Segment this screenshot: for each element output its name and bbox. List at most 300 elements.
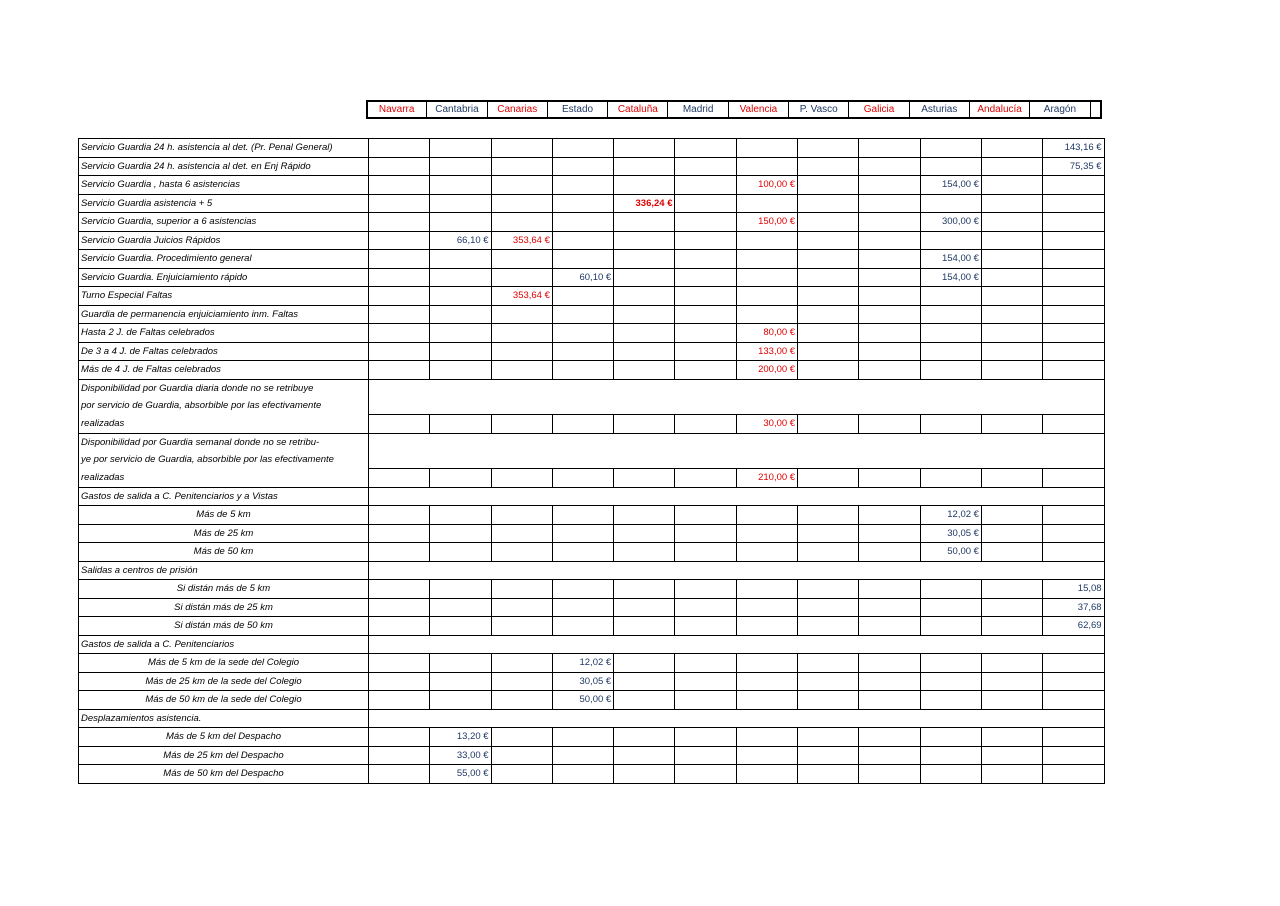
value-cell xyxy=(552,305,613,324)
value-cell xyxy=(430,415,491,434)
value-cell: 33,00 € xyxy=(430,746,491,765)
value-cell xyxy=(675,543,736,562)
value-cell: 200,00 € xyxy=(736,361,797,380)
row-label: Gastos de salida a C. Penitenciarios xyxy=(79,635,369,654)
value-cell xyxy=(981,765,1042,784)
value-cell xyxy=(675,469,736,488)
value-cell xyxy=(614,524,675,543)
value-cell xyxy=(430,672,491,691)
value-cell xyxy=(798,176,859,195)
value-cell xyxy=(736,672,797,691)
value-cell xyxy=(736,194,797,213)
row-label: Más de 25 km de la sede del Colegio xyxy=(79,672,369,691)
table-row xyxy=(79,176,1105,195)
value-cell xyxy=(614,342,675,361)
value-cell xyxy=(491,213,552,232)
value-cell: 30,00 € xyxy=(736,415,797,434)
value-cell xyxy=(369,746,430,765)
value-cell xyxy=(859,194,920,213)
value-cell xyxy=(736,268,797,287)
value-cell xyxy=(369,157,430,176)
value-cell xyxy=(981,469,1042,488)
value-cell xyxy=(920,691,981,710)
value-cell xyxy=(920,617,981,636)
value-cell xyxy=(859,213,920,232)
value-cell xyxy=(1043,469,1104,488)
value-cell xyxy=(369,580,430,599)
table-row xyxy=(79,654,1105,673)
value-cell xyxy=(675,268,736,287)
value-cell: 300,00 € xyxy=(920,213,981,232)
value-cell xyxy=(369,617,430,636)
row-label: Más de 25 km xyxy=(79,524,369,543)
table-row xyxy=(79,157,1105,176)
region-header-valencia: Valencia xyxy=(728,101,788,119)
value-cell xyxy=(552,728,613,747)
table-row xyxy=(79,524,1105,543)
value-cell xyxy=(369,176,430,195)
value-cell xyxy=(430,342,491,361)
value-cell: 154,00 € xyxy=(920,176,981,195)
value-cell: 336,24 € xyxy=(614,194,675,213)
region-header-estado: Estado xyxy=(547,101,607,119)
value-cell xyxy=(859,324,920,343)
table-row xyxy=(79,361,1105,380)
value-cell xyxy=(369,324,430,343)
value-cell xyxy=(736,305,797,324)
value-cell xyxy=(798,361,859,380)
value-cell xyxy=(491,268,552,287)
row-label: por servicio de Guardia, absorbible por las efectivamente xyxy=(79,397,369,415)
value-cell xyxy=(491,728,552,747)
value-cell xyxy=(736,765,797,784)
value-cell xyxy=(859,598,920,617)
table-row xyxy=(79,250,1105,269)
value-cell xyxy=(552,324,613,343)
value-cell xyxy=(920,231,981,250)
section-spacer xyxy=(369,561,1105,580)
value-cell xyxy=(798,194,859,213)
value-cell xyxy=(859,506,920,525)
table-row xyxy=(79,506,1105,525)
value-cell xyxy=(552,213,613,232)
region-header-table xyxy=(366,100,1091,119)
value-cell xyxy=(1043,672,1104,691)
value-cell xyxy=(981,672,1042,691)
value-cell xyxy=(369,765,430,784)
row-label: Servicio Guardia, superior a 6 asistencias xyxy=(79,213,369,232)
region-header-row xyxy=(367,101,1091,119)
value-cell xyxy=(736,543,797,562)
value-cell xyxy=(614,617,675,636)
row-label: Más de 5 km del Despacho xyxy=(79,728,369,747)
value-cell xyxy=(859,469,920,488)
table-row xyxy=(79,598,1105,617)
value-cell xyxy=(981,231,1042,250)
value-cell: 80,00 € xyxy=(736,324,797,343)
value-cell xyxy=(614,305,675,324)
value-cell xyxy=(798,213,859,232)
table-row xyxy=(79,580,1105,599)
row-label: Más de 5 km xyxy=(79,506,369,525)
value-cell: 210,00 € xyxy=(736,469,797,488)
row-label: Servicio Guardia 24 h. asistencia al det. en Enj Rápido xyxy=(79,157,369,176)
value-cell xyxy=(675,324,736,343)
value-cell xyxy=(614,469,675,488)
value-cell xyxy=(859,617,920,636)
row-label: Servicio Guardia 24 h. asistencia al det. (Pr. Penal General) xyxy=(79,139,369,158)
value-cell xyxy=(736,691,797,710)
value-cell xyxy=(675,415,736,434)
value-cell xyxy=(430,324,491,343)
value-cell xyxy=(552,598,613,617)
table-row xyxy=(79,139,1105,158)
value-cell xyxy=(798,654,859,673)
value-cell xyxy=(798,231,859,250)
table-row xyxy=(79,324,1105,343)
row-label: Servicio Guardia asistencia + 5 xyxy=(79,194,369,213)
value-cell xyxy=(614,543,675,562)
value-cell xyxy=(981,194,1042,213)
value-cell xyxy=(798,691,859,710)
value-cell: 353,64 € xyxy=(491,231,552,250)
value-cell xyxy=(859,361,920,380)
value-cell xyxy=(614,268,675,287)
value-cell xyxy=(981,654,1042,673)
value-cell xyxy=(859,543,920,562)
value-cell xyxy=(675,728,736,747)
value-cell xyxy=(614,213,675,232)
value-cell xyxy=(981,746,1042,765)
value-cell xyxy=(430,139,491,158)
value-cell xyxy=(675,746,736,765)
table-row xyxy=(79,379,1105,397)
value-cell xyxy=(859,728,920,747)
value-cell xyxy=(369,469,430,488)
value-cell xyxy=(1043,746,1104,765)
value-cell xyxy=(430,524,491,543)
value-cell xyxy=(491,361,552,380)
value-cell xyxy=(920,415,981,434)
region-header-cantabria: Cantabria xyxy=(427,101,487,119)
row-label: Si distán más de 50 km xyxy=(79,617,369,636)
value-cell xyxy=(1043,543,1104,562)
table-row xyxy=(79,728,1105,747)
value-cell xyxy=(491,139,552,158)
value-cell xyxy=(491,598,552,617)
value-cell xyxy=(430,157,491,176)
value-cell xyxy=(614,654,675,673)
value-cell xyxy=(1043,691,1104,710)
value-cell xyxy=(1043,524,1104,543)
value-cell: 133,00 € xyxy=(736,342,797,361)
value-cell xyxy=(369,250,430,269)
row-label: Si distán más de 5 km xyxy=(79,580,369,599)
value-cell xyxy=(430,361,491,380)
value-cell xyxy=(859,672,920,691)
value-cell xyxy=(614,176,675,195)
section-spacer xyxy=(369,709,1105,728)
value-cell xyxy=(798,342,859,361)
value-cell xyxy=(369,268,430,287)
value-cell xyxy=(675,287,736,306)
value-cell xyxy=(614,691,675,710)
row-label: Disponibilidad por Guardia diaria donde no se retribuye xyxy=(79,379,369,397)
value-cell xyxy=(920,580,981,599)
value-cell xyxy=(798,287,859,306)
value-cell xyxy=(920,361,981,380)
value-cell xyxy=(859,287,920,306)
value-cell xyxy=(491,746,552,765)
value-cell xyxy=(369,287,430,306)
section-row xyxy=(79,487,1105,506)
value-cell xyxy=(491,324,552,343)
row-label: De 3 a 4 J. de Faltas celebrados xyxy=(79,342,369,361)
value-cell xyxy=(981,691,1042,710)
table-row xyxy=(79,342,1105,361)
value-cell xyxy=(491,342,552,361)
row-label: Servicio Guardia. Enjuiciamiento rápido xyxy=(79,268,369,287)
table-row xyxy=(79,543,1105,562)
value-cell xyxy=(920,194,981,213)
value-cell xyxy=(736,617,797,636)
value-cell xyxy=(430,654,491,673)
value-cell xyxy=(798,617,859,636)
value-cell xyxy=(552,765,613,784)
region-header-p-vasco: P. Vasco xyxy=(789,101,849,119)
value-cell xyxy=(736,598,797,617)
value-cell xyxy=(491,194,552,213)
value-cell xyxy=(675,139,736,158)
value-cell xyxy=(552,250,613,269)
row-label: Desplazamientos asistencia. xyxy=(79,709,369,728)
value-cell xyxy=(430,543,491,562)
value-cell xyxy=(1043,231,1104,250)
row-label: Gastos de salida a C. Penitenciarios y a Vistas xyxy=(79,487,369,506)
value-cell xyxy=(675,524,736,543)
value-cell xyxy=(675,176,736,195)
value-cell xyxy=(859,580,920,599)
value-cell xyxy=(491,580,552,599)
region-header-catalu-a: Cataluña xyxy=(608,101,668,119)
value-cell: 12,02 € xyxy=(920,506,981,525)
region-header-andaluc-a: Andalucía xyxy=(969,101,1029,119)
value-cell xyxy=(430,580,491,599)
value-cell xyxy=(859,176,920,195)
value-cell xyxy=(614,361,675,380)
value-cell xyxy=(981,305,1042,324)
row-label: Salidas a centros de prisión xyxy=(79,561,369,580)
value-cell xyxy=(1043,342,1104,361)
value-cell: 55,00 € xyxy=(430,765,491,784)
row-label: Disponibilidad por Guardia semanal donde no se retribu- xyxy=(79,433,369,451)
value-cell xyxy=(430,469,491,488)
value-cell xyxy=(1043,305,1104,324)
value-cell xyxy=(675,598,736,617)
table-row xyxy=(79,691,1105,710)
value-cell xyxy=(675,361,736,380)
value-cell xyxy=(859,157,920,176)
value-cell xyxy=(369,213,430,232)
value-cell xyxy=(491,250,552,269)
section-row xyxy=(79,561,1105,580)
value-cell xyxy=(981,415,1042,434)
value-cell xyxy=(552,157,613,176)
value-cell xyxy=(369,361,430,380)
value-cell xyxy=(675,250,736,269)
table-row xyxy=(79,469,1105,488)
region-header-canarias: Canarias xyxy=(487,101,547,119)
region-header-galicia: Galicia xyxy=(849,101,909,119)
section-row xyxy=(79,709,1105,728)
value-cell xyxy=(552,342,613,361)
value-cell xyxy=(736,506,797,525)
value-cell xyxy=(859,746,920,765)
value-cell: 60,10 € xyxy=(552,268,613,287)
value-cell xyxy=(920,287,981,306)
value-cell xyxy=(675,691,736,710)
value-cell xyxy=(859,231,920,250)
value-cell xyxy=(920,598,981,617)
value-cell xyxy=(736,139,797,158)
row-label: Guardia de permanencia enjuiciamiento inm. Faltas xyxy=(79,305,369,324)
value-cell xyxy=(552,231,613,250)
value-cell xyxy=(981,324,1042,343)
value-cell xyxy=(736,157,797,176)
value-cell xyxy=(1043,176,1104,195)
value-cell xyxy=(1043,268,1104,287)
value-cell xyxy=(369,654,430,673)
row-label: Más de 4 J. de Faltas celebrados xyxy=(79,361,369,380)
table-row xyxy=(79,672,1105,691)
section-spacer xyxy=(369,635,1105,654)
value-cell: 100,00 € xyxy=(736,176,797,195)
row-label: Más de 50 km xyxy=(79,543,369,562)
value-cell xyxy=(491,415,552,434)
value-cell xyxy=(981,543,1042,562)
value-cell xyxy=(798,157,859,176)
value-cell xyxy=(491,157,552,176)
value-cell: 30,05 € xyxy=(552,672,613,691)
value-cell xyxy=(798,268,859,287)
value-cell xyxy=(491,654,552,673)
table-row xyxy=(79,194,1105,213)
value-cell xyxy=(798,250,859,269)
spacer-cell xyxy=(369,433,1105,469)
value-cell xyxy=(552,524,613,543)
table-row xyxy=(79,415,1105,434)
value-cell xyxy=(675,672,736,691)
value-cell xyxy=(552,361,613,380)
value-cell xyxy=(430,617,491,636)
value-cell xyxy=(491,543,552,562)
value-cell xyxy=(675,654,736,673)
value-cell xyxy=(552,469,613,488)
value-cell xyxy=(675,305,736,324)
value-cell xyxy=(736,728,797,747)
spacer-cell xyxy=(369,379,1105,415)
value-cell xyxy=(920,324,981,343)
value-cell xyxy=(1043,361,1104,380)
value-cell xyxy=(798,728,859,747)
value-cell xyxy=(1043,287,1104,306)
table-row xyxy=(79,433,1105,451)
value-cell: 30,05 € xyxy=(920,524,981,543)
value-cell xyxy=(614,598,675,617)
value-cell xyxy=(920,654,981,673)
value-cell xyxy=(614,287,675,306)
value-cell xyxy=(920,672,981,691)
row-label: Si distán más de 25 km xyxy=(79,598,369,617)
value-cell xyxy=(859,524,920,543)
value-cell xyxy=(491,765,552,784)
value-cell xyxy=(736,580,797,599)
row-label: Hasta 2 J. de Faltas celebrados xyxy=(79,324,369,343)
value-cell xyxy=(798,580,859,599)
value-cell xyxy=(1043,250,1104,269)
value-cell xyxy=(798,765,859,784)
row-label: ye por servicio de Guardia, absorbible por las efectivamente xyxy=(79,451,369,469)
value-cell xyxy=(614,250,675,269)
value-cell xyxy=(614,231,675,250)
region-header-asturias: Asturias xyxy=(909,101,969,119)
value-cell xyxy=(552,543,613,562)
section-row xyxy=(79,635,1105,654)
table-row xyxy=(79,287,1105,306)
value-cell xyxy=(430,194,491,213)
row-label: Más de 25 km del Despacho xyxy=(79,746,369,765)
row-label: Turno Especial Faltas xyxy=(79,287,369,306)
value-cell xyxy=(1043,506,1104,525)
value-cell xyxy=(798,524,859,543)
value-cell xyxy=(675,765,736,784)
row-label: realizadas xyxy=(79,469,369,488)
value-cell xyxy=(981,213,1042,232)
value-cell xyxy=(369,305,430,324)
value-cell xyxy=(491,469,552,488)
value-cell xyxy=(491,691,552,710)
value-cell xyxy=(430,506,491,525)
value-cell xyxy=(981,361,1042,380)
row-label: Servicio Guardia. Procedimiento general xyxy=(79,250,369,269)
value-cell: 154,00 € xyxy=(920,268,981,287)
value-cell xyxy=(920,746,981,765)
value-cell xyxy=(430,305,491,324)
value-cell xyxy=(369,691,430,710)
value-cell xyxy=(675,617,736,636)
value-cell xyxy=(981,524,1042,543)
value-cell xyxy=(614,672,675,691)
table-row xyxy=(79,765,1105,784)
row-label: Servicio Guardia , hasta 6 asistencias xyxy=(79,176,369,195)
value-cell xyxy=(981,287,1042,306)
table-row xyxy=(79,305,1105,324)
value-cell xyxy=(859,305,920,324)
value-cell xyxy=(614,415,675,434)
row-label: Más de 50 km de la sede del Colegio xyxy=(79,691,369,710)
value-cell: 50,00 € xyxy=(920,543,981,562)
value-cell xyxy=(614,139,675,158)
value-cell xyxy=(552,194,613,213)
value-cell xyxy=(614,506,675,525)
value-cell xyxy=(614,580,675,599)
value-cell: 15,08 xyxy=(1043,580,1104,599)
value-cell xyxy=(920,139,981,158)
value-cell xyxy=(736,746,797,765)
value-cell xyxy=(430,287,491,306)
row-label: Más de 50 km del Despacho xyxy=(79,765,369,784)
value-cell xyxy=(859,765,920,784)
